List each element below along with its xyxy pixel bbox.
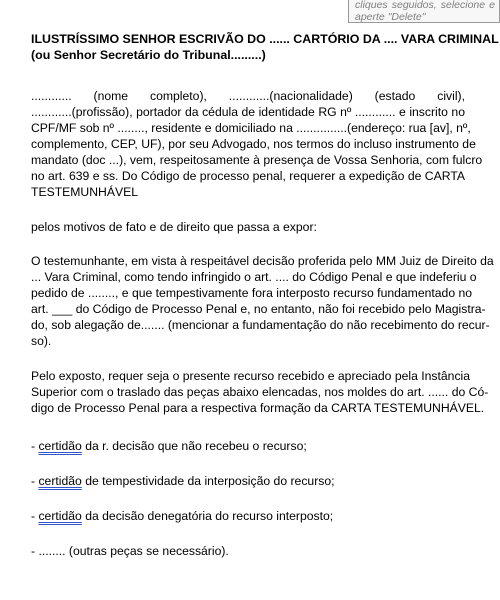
heading-line-2: (ou Senhor Secretário do Tribunal.........)	[31, 48, 266, 62]
motivos-line: pelos motivos de fato e de direito que passa a expor:	[31, 220, 317, 234]
list-item-prefix: -	[31, 439, 39, 453]
testemunhante-line-3: pedido de ........, e que tempestivamente fora interposto recurso fundamentado no	[31, 286, 473, 300]
intro-line-1: ............ (nome completo), ............(nacionalidade) (estado civil),	[31, 89, 465, 103]
comment-line-1: cliques seguidos, selecione e	[355, 0, 495, 11]
list-item-prefix: -	[31, 474, 39, 488]
list-item	[31, 473, 465, 489]
document-page[interactable]	[31, 31, 499, 559]
document-list	[31, 438, 465, 559]
intro-paragraph	[31, 88, 483, 200]
list-item-text: (outras peças se necessário).	[65, 544, 229, 558]
intro-line-5: mandato (doc ...), vem, respeitosamente à presença de Vossa Senhoria, com fulcro	[31, 153, 483, 167]
testemunhante-line-6: so).	[31, 334, 52, 348]
testemunhante-line-2: ... Vara Criminal, como tendo infringido o art. .... do Código Penal e que indeferiu o	[31, 270, 477, 284]
document-heading	[31, 31, 499, 63]
list-item-text: de tempestividade da interposição do recurso;	[81, 474, 335, 488]
list-item	[31, 438, 465, 454]
list-item-keyword: certidão	[38, 509, 82, 523]
list-item-keyword: certidão	[38, 474, 82, 488]
testemunhante-line-1: O testemunhante, em vista à respeitável decisão proferida pelo MM Juiz de Direito da	[31, 254, 494, 268]
intro-line-2: ............(profissão), portador da cédula de identidade RG nº ............ e inscrito no	[31, 105, 465, 119]
exposto-paragraph	[31, 368, 489, 416]
list-item-keyword: certidão	[38, 439, 82, 453]
intro-line-6: no art. 639 e ss. Do Código de processo penal, requerer a expedição de CARTA	[31, 169, 465, 183]
comment-line-2: aperte "Delete"	[355, 11, 426, 23]
list-item-prefix: -	[31, 509, 39, 523]
list-item-prefix: -	[31, 544, 39, 558]
intro-line-3: CPF/MF sob nº ........, residente e domiciliado na ...............(endereço: rua [av], nº,	[31, 121, 471, 135]
motivos-paragraph	[31, 219, 465, 235]
list-item-text: da r. decisão que não recebeu o recurso;	[81, 439, 307, 453]
intro-line-7: TESTEMUNHÁVEL	[31, 185, 138, 199]
exposto-line-3: digo de Processo Penal para a respectiva formação da CARTA TESTEMUNHÁVEL.	[31, 401, 485, 415]
list-item-text: da decisão denegatória do recurso interposto;	[81, 509, 334, 523]
list-item	[31, 543, 465, 559]
intro-line-4: complemento, CEP, UF), por seu Advogado, nos termos do incluso instrumento de	[31, 137, 476, 151]
exposto-line-1: Pelo exposto, requer seja o presente recurso recebido e apreciado pela Instância	[31, 369, 471, 383]
list-item-keyword: ........	[38, 544, 66, 558]
exposto-line-2: Superior com o traslado das peças abaixo elencadas, nos moldes do art. ...... do Có-	[31, 385, 489, 399]
testemunhante-paragraph	[31, 253, 494, 349]
list-item	[31, 508, 465, 524]
testemunhante-line-4: art. ___ do Código de Processo Penal e, no entanto, não foi recebido pelo Magistra-	[31, 302, 486, 316]
heading-line-1: ILUSTRÍSSIMO SENHOR ESCRIVÃO DO ...... CARTÓRIO DA .... VARA CRIMINAL	[31, 32, 499, 46]
testemunhante-line-5: do, sob alegação de....... (mencionar a fundamentação do não recebimento do recur-	[31, 318, 490, 332]
comment-balloon	[348, 0, 500, 23]
